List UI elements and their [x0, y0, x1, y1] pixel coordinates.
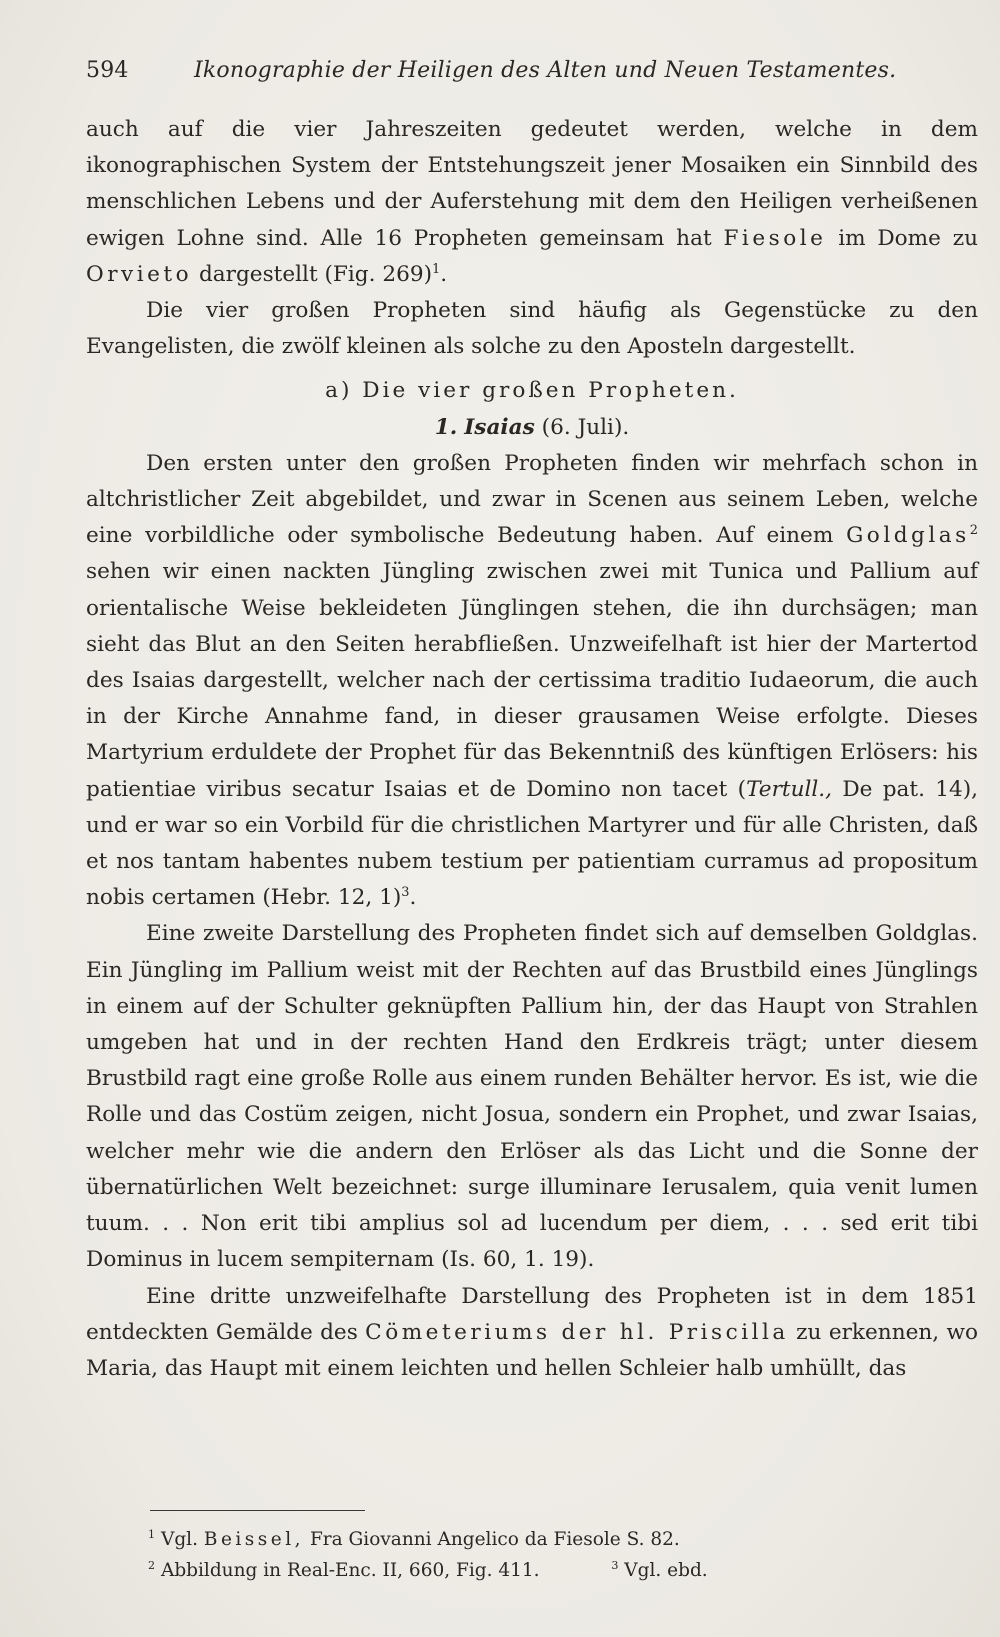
footnote-1-mark: 1	[148, 1527, 156, 1541]
footnote-rule	[150, 1510, 365, 1511]
running-title: Ikonographie der Heiligen des Alten und Neuen Testamentes.	[194, 58, 897, 83]
paragraph-1-text-b: im Dome zu	[838, 225, 978, 251]
term-goldglas: Goldglas	[846, 523, 970, 549]
footnote-2-text: Abbildung in Real-Enc. II, 660, Fig. 411.	[160, 1560, 540, 1581]
paragraph-1-text-c: dargestellt (Fig. 269)	[198, 261, 432, 287]
footnote-1-text-b: Fra Giovanni Angelico da Fiesole S. 82.	[309, 1529, 680, 1550]
paragraph-1-end: .	[440, 261, 448, 287]
name-fiesole: Fiesole	[723, 225, 827, 251]
footnote-ref-2: 2	[969, 523, 978, 539]
term-coemeterium: Cömeteriums der hl. Priscilla	[365, 1319, 789, 1345]
paragraph-5	[86, 1279, 978, 1388]
citation-tertullian: Tertull.,	[746, 776, 833, 802]
section-heading: a) Die vier großen Propheten.	[325, 378, 739, 404]
paragraph-3-end: .	[409, 885, 417, 911]
footnote-1	[148, 1524, 948, 1555]
paragraph-2: Die vier großen Propheten sind häufig als Gegenstücke zu den Evangelisten, die zwölf kleinen als solche zu den Aposteln dargestellt.	[86, 298, 978, 360]
footnote-3-text: Vgl. ebd.	[624, 1560, 708, 1581]
paragraph-1-text: auch auf die vier Jahreszeiten gedeutet werden, welche in dem ikonographischen System der Entstehungszeit jener Mosaiken ein Sinnbild des menschlichen Lebens und der Auferstehung mit dem den Heiligen verheißenen ewigen Lohne sind. Alle 16 Propheten gemeinsam hat	[86, 117, 978, 251]
name-orvieto: Orvieto	[86, 261, 193, 287]
paragraph-1	[86, 112, 978, 293]
paragraph-5-text-b: zu erkennen, wo Maria, das Haupt mit einem leichten und hellen Schleier halb umhüllt, das	[86, 1319, 978, 1381]
paragraph-3-text-b: sehen wir einen nackten Jüngling zwischen zwei mit Tunica und Pallium auf orientalische Weise bekleideten Jünglingen stehen, die ihn durchsägen; man sieht das Blut an den Seiten herabfließen. Unzweifelhaft ist hier der Martertod des Isaias dargestellt, welcher nach der certissima traditio Iudaeorum, die auch in der Kirche Annahme fand, in dieser grausamen Weise erfolgte. Dieses Martyrium erduldete der Prophet für das Bekenntniß des künftigen Erlösers: his patientiae viribus secatur Isaias et de Domino non tacet (	[86, 559, 978, 802]
page-number: 594	[86, 58, 129, 83]
paragraph-5-text-a: Eine dritte unzweifelhafte Darstellung des Propheten ist in dem 1851 entdeckten Gemälde des	[86, 1283, 978, 1345]
footnotes	[148, 1524, 948, 1586]
subsection-heading	[86, 410, 978, 446]
footnote-2-3-line	[148, 1555, 948, 1586]
footnote-ref-1: 1	[432, 261, 441, 277]
paragraph-4: Eine zweite Darstellung des Propheten findet sich auf demselben Goldglas. Ein Jüngling im Pallium weist mit der Rechten auf das Brustbild eines Jünglings in einem auf der Schulter geknüpften Pallium hin, der das Haupt von Strahlen umgeben hat und in der rechten Hand den Erdkreis trägt; unter diesem Brustbild ragt eine große Rolle aus einem runden Behälter hervor. Es ist, wie die Rolle und das Costüm zeigen, nicht Josua, sondern ein Prophet, und zwar Isaias, welcher mehr wie die andern den Erlöser als das Licht und die Sonne der übernatürlichen Welt bezeichnet: surge illuminare Ierusalem, quia venit lumen tuum. . . Non erit tibi amplius sol ad lucendum per diem, . . . sed erit tibi Dominus in lucem sempiternam (Is. 60, 1. 19).	[86, 921, 978, 1273]
paragraph-3-text-c: De pat. 14), und er war so ein Vorbild für die christlichen Martyrer und für alle Christen, daß et nos tantam habentes nubem testium per patientiam curramus ad propositum nobis certamen (Hebr. 12, 1)	[86, 776, 978, 911]
footnote-1-text-a: Vgl.	[160, 1529, 198, 1550]
paragraph-3	[86, 446, 978, 917]
footnote-1-author: Beissel,	[203, 1529, 305, 1550]
subsection-number: 1.	[434, 414, 458, 440]
footnote-2-mark: 2	[148, 1558, 156, 1572]
subsection-date: (6. Juli).	[541, 414, 630, 440]
main-text	[86, 112, 978, 1387]
footnote-3-mark: 3	[611, 1558, 619, 1572]
running-header	[86, 58, 940, 83]
paragraph-3-text-a: Den ersten unter den großen Propheten finden wir mehrfach schon in altchristlicher Zeit abgebildet, und zwar in Scenen aus seinem Leben, welche eine vorbildliche oder symbolische Bedeutung haben. Auf einem	[86, 450, 978, 549]
subsection-name: Isaias	[464, 414, 535, 440]
footnote-ref-3: 3	[401, 885, 410, 901]
